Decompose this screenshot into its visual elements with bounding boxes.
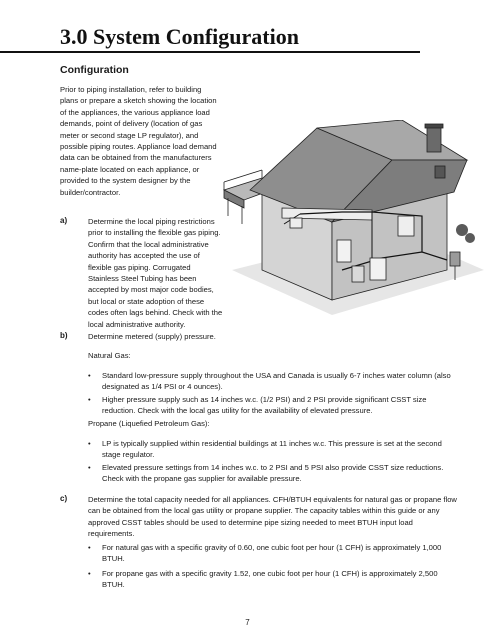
list-item: • Elevated pressure settings from 14 inches w.c. to 2 PSI and 5 PSI also provide CSST size reductions. Check with the propane gas supplier for available pressure. xyxy=(88,463,444,484)
item-a-text: Determine the local piping restrictions prior to installing the flexible gas piping. Confirm that the local administrative authority has accepted the use of flexible gas piping. Corrugated Stainless Steel Tubing has been accepted by most major code bodies, but local or state adoption of these codes often lags behind. Check with the local administrative authority. xyxy=(88,217,223,329)
bullet-icon: • xyxy=(88,395,91,404)
section-subtitle: Configuration xyxy=(60,64,129,76)
bullet-icon: • xyxy=(88,371,91,380)
propane-heading: Propane (Liquefied Petroleum Gas): xyxy=(88,419,210,428)
list-item: • LP is typically supplied within residential buildings at 11 inches w.c. This pressure is set at the second stage regulator. xyxy=(88,439,442,460)
item-b-label: b) xyxy=(60,331,68,340)
item-c-text: Determine the total capacity needed for all appliances. CFH/BTUH equivalents for natural gas or propane flow can be obtained from the local gas utility or propane supplier. The capacity tables within this guide or any approved CSST tables should be used to determine pipe sizing needed to meet BTUH input load requirements. xyxy=(88,495,457,539)
list-item: • For natural gas with a specific gravity of 0.60, one cubic foot per hour (1 CFH) is approximately 1,000 BTUH. xyxy=(88,543,442,564)
item-b-text: Determine metered (supply) pressure. xyxy=(88,332,216,341)
item-a-label: a) xyxy=(60,216,68,225)
bullet-icon: • xyxy=(88,439,91,448)
intro-paragraph: Prior to piping installation, refer to building plans or prepare a sketch showing the location of the appliances, the various appliance load demands, point of delivery (location of gas meter or second stage LP regulator), and possible piping routes. Appliance load demand data can be obtained from the manufacturers name-plate located on each appliance, or provided to the system designer by the builder/contractor. xyxy=(60,85,217,197)
page-title: 3.0 System Configuration xyxy=(60,24,299,49)
page-number: 7 xyxy=(245,618,250,627)
item-c-label: c) xyxy=(60,494,68,503)
list-item: • Standard low-pressure supply throughout the USA and Canada is usually 6-7 inches water column (also designated as 1/4 PSI or 4 ounces). xyxy=(88,371,451,392)
bullet-icon: • xyxy=(88,463,91,472)
list-item: • For propane gas with a specific gravity 1.52, one cubic foot per hour (1 CFH) is approximately 2,500 BTUH. xyxy=(88,569,438,590)
list-item: • Higher pressure supply such as 14 inches w.c. (1/2 PSI) and 2 PSI provide significant CSST size reduction. Check with the local gas utility for the availability of elevated pressure. xyxy=(88,395,427,416)
bullet-icon: • xyxy=(88,569,91,578)
natural-gas-heading: Natural Gas: xyxy=(88,351,131,360)
house-piping-illustration xyxy=(222,120,484,315)
title-underline xyxy=(0,51,420,53)
bullet-icon: • xyxy=(88,543,91,552)
